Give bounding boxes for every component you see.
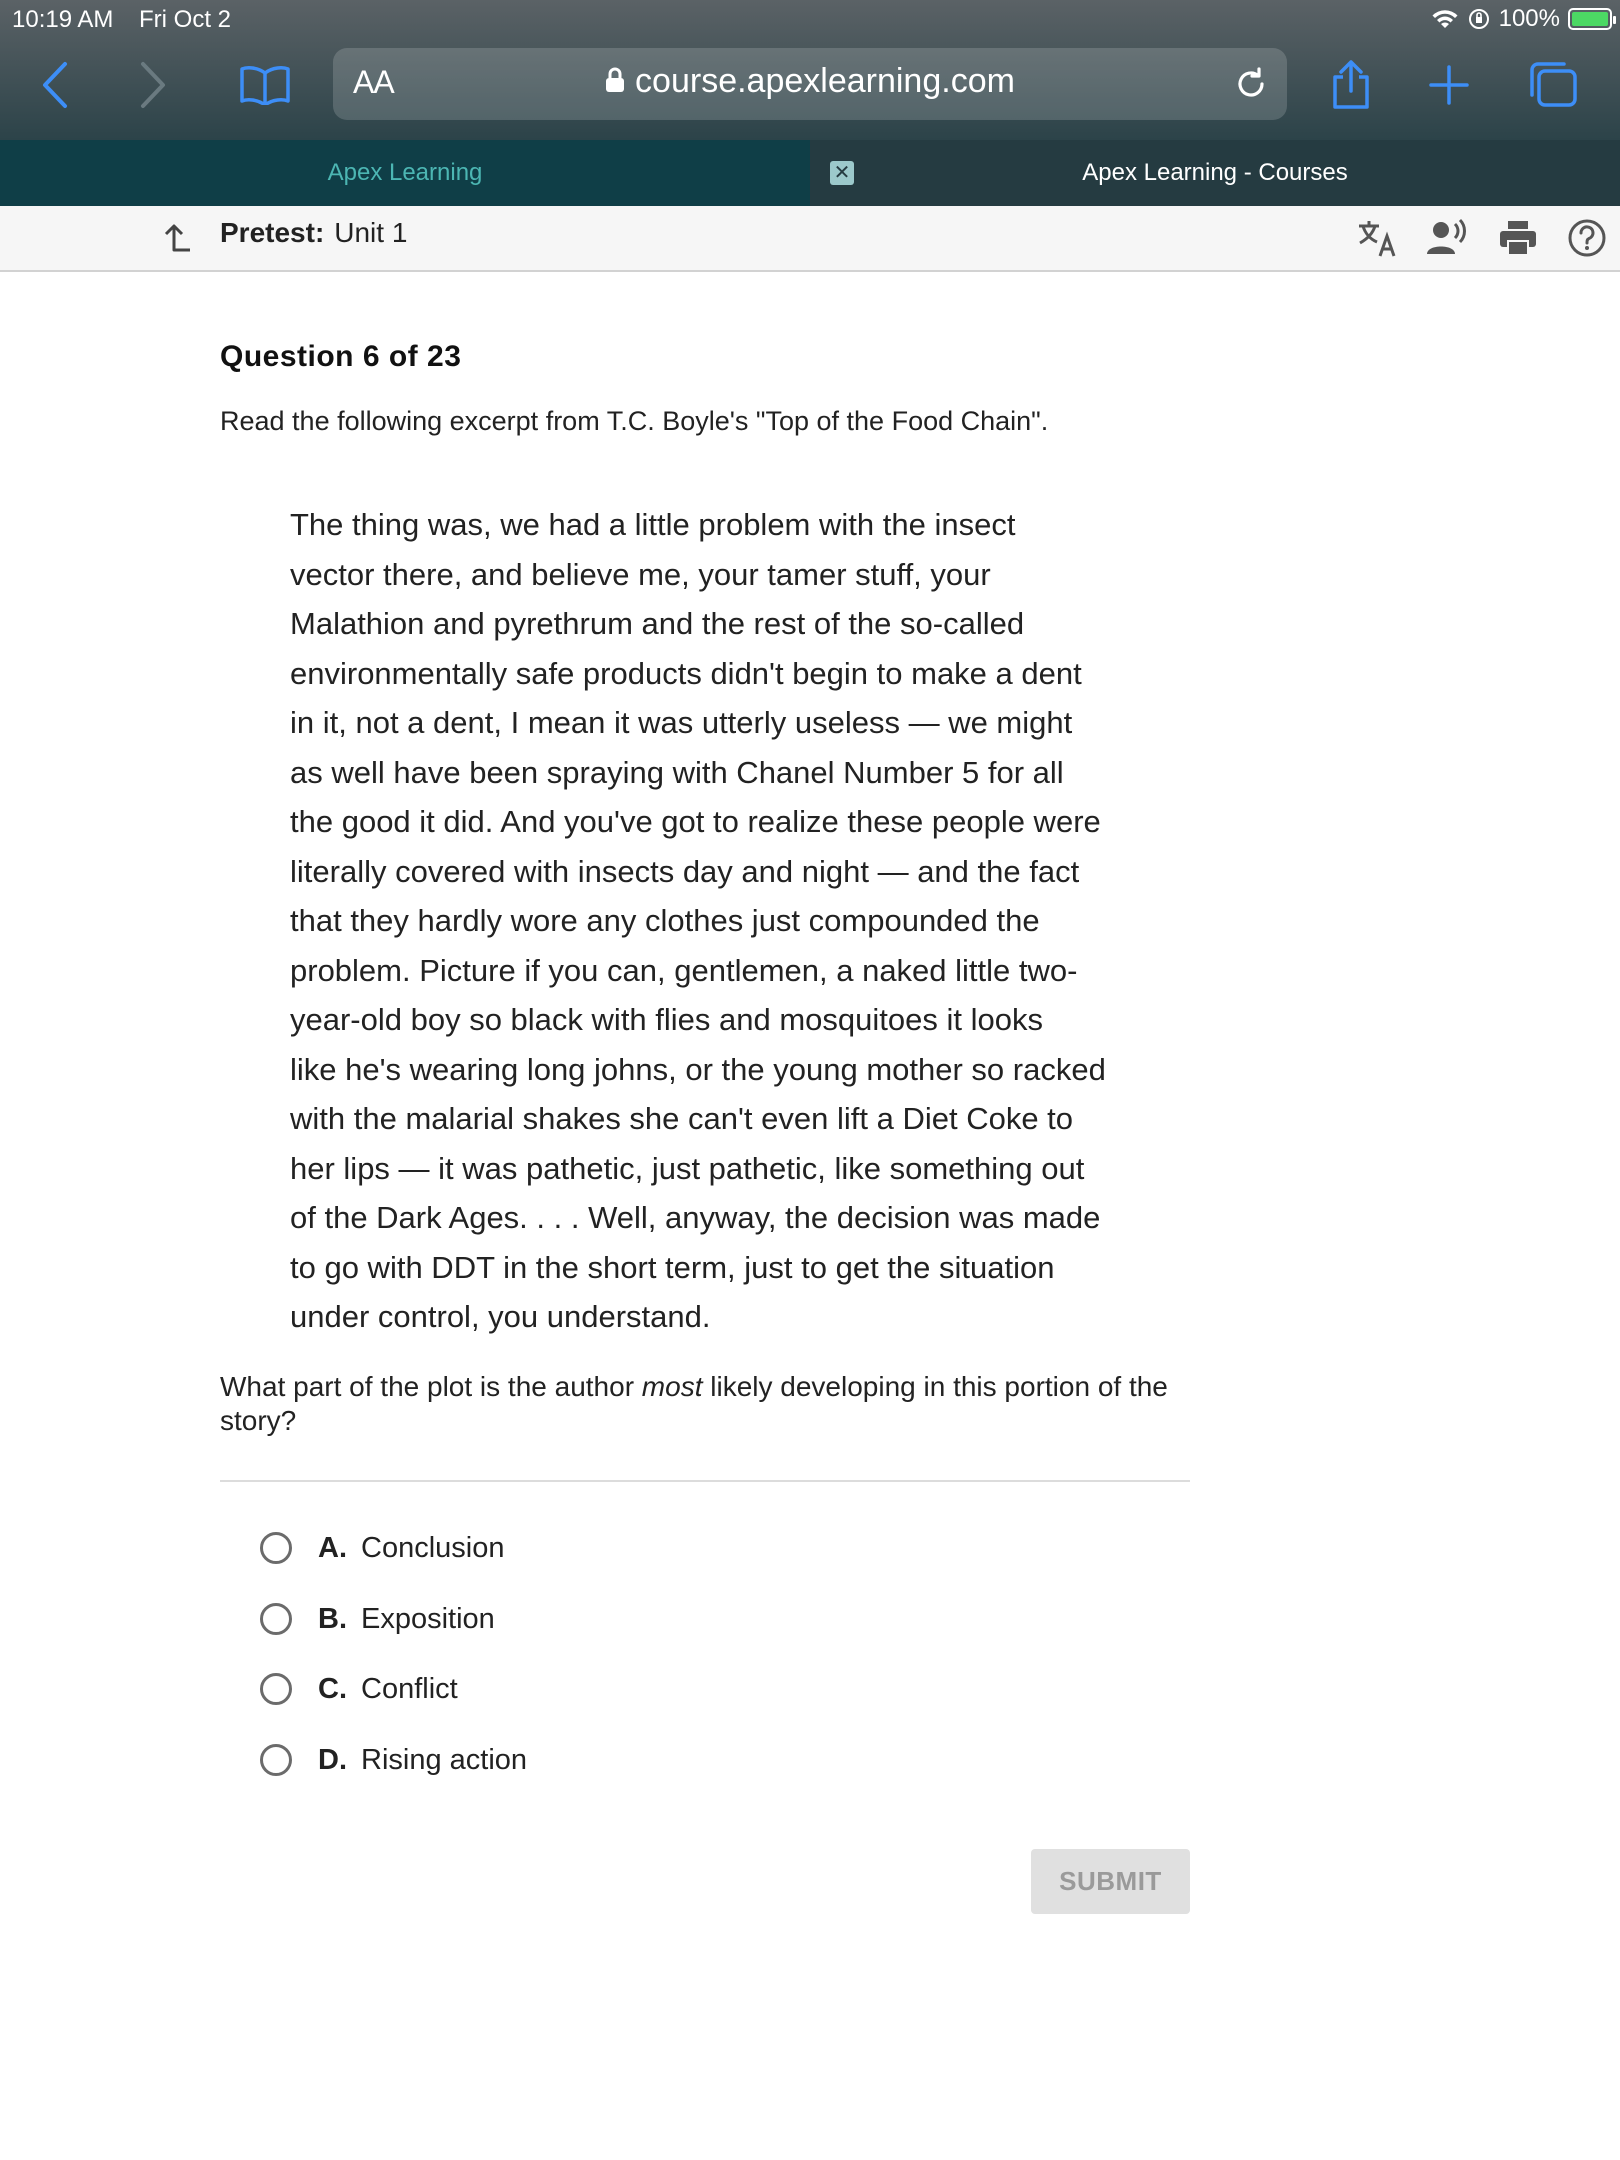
tabs-overview-button[interactable] <box>1518 50 1588 120</box>
tab-bar <box>0 140 1620 206</box>
lock-icon <box>605 67 625 93</box>
option-text: Exposition <box>361 1602 495 1635</box>
answer-option-b[interactable] <box>260 1594 495 1644</box>
radio-button[interactable] <box>260 1603 292 1635</box>
chevron-left-icon <box>37 60 73 110</box>
radio-button[interactable] <box>260 1673 292 1705</box>
new-tab-button[interactable] <box>1414 50 1484 120</box>
stem-text-start: What part of the plot is the author <box>220 1371 642 1402</box>
question-prompt: Read the following excerpt from T.C. Boyle's "Top of the Food Chain". <box>220 406 1049 436</box>
tab-title: Apex Learning - Courses <box>1082 159 1348 186</box>
address-bar[interactable] <box>333 48 1287 120</box>
option-text: Conclusion <box>361 1531 505 1564</box>
option-text: Conflict <box>361 1672 458 1705</box>
pretest-header <box>0 206 1620 272</box>
help-button[interactable] <box>1565 216 1609 260</box>
page-title <box>220 217 407 249</box>
status-date: Fri Oct 2 <box>139 6 232 33</box>
translate-button[interactable] <box>1355 216 1399 260</box>
print-icon <box>1498 219 1538 257</box>
tab-apex-learning[interactable] <box>0 140 810 206</box>
radio-button[interactable] <box>260 1532 292 1564</box>
question-number: Question 6 of 23 <box>220 340 462 373</box>
share-button[interactable] <box>1316 50 1386 120</box>
close-tab-icon[interactable]: ✕ <box>830 161 854 185</box>
tab-title: Apex Learning <box>327 159 483 186</box>
bookmarks-button[interactable] <box>230 50 300 120</box>
print-button[interactable] <box>1496 216 1540 260</box>
stem-text-end: likely developing in this portion of the story? <box>220 1371 1168 1436</box>
status-indicators <box>1431 4 1612 34</box>
forward-button[interactable] <box>118 50 188 120</box>
battery-percent: 100% <box>1498 5 1560 32</box>
option-text: Rising action <box>361 1743 528 1776</box>
stem-emphasis: most <box>641 1371 703 1402</box>
plus-icon <box>1428 64 1470 106</box>
translate-icon <box>1356 218 1398 258</box>
tabs-icon <box>1528 61 1578 109</box>
tab-apex-learning-courses[interactable] <box>810 140 1620 206</box>
answer-option-c[interactable] <box>260 1664 458 1714</box>
option-letter: A. <box>318 1531 347 1564</box>
text-to-speech-button[interactable] <box>1425 216 1469 260</box>
option-letter: D. <box>318 1743 347 1776</box>
back-button[interactable] <box>20 50 90 120</box>
help-icon <box>1567 218 1607 258</box>
submit-button[interactable]: SUBMIT <box>1031 1849 1190 1914</box>
battery-icon <box>1568 8 1612 30</box>
orientation-lock-icon <box>1467 7 1491 31</box>
divider <box>220 1480 1190 1482</box>
book-icon <box>239 65 291 105</box>
status-time: 10:19 AM <box>12 6 114 33</box>
unit-label: Unit 1 <box>334 217 408 248</box>
back-arrow-icon[interactable] <box>160 220 194 254</box>
option-letter: B. <box>318 1602 347 1635</box>
reload-icon[interactable] <box>1229 62 1273 106</box>
speaker-person-icon <box>1425 218 1469 258</box>
answer-option-d[interactable] <box>260 1735 527 1785</box>
reader-text-size-button[interactable]: AA <box>353 64 394 100</box>
pretest-label: Pretest: <box>220 217 325 248</box>
browser-chrome <box>0 0 1620 140</box>
story-excerpt: The thing was, we had a little problem with the insect vector there, and believe me, your tamer stuff, your Malathion and pyrethrum and the rest of the so-called environmentally safe products didn't begin to make a dent in it, not a dent, I mean it was utterly useless — we might as well have been spraying with Chanel Number 5 for all the good it did. And you've got to realize these people were literally covered with insects day and night — and the fact that they hardly wore any clothes just compounded the problem. Picture if you can, gentlemen, a naked little two- year-old boy so black with flies and mosquitoes it looks like he's wearing long johns, or the young mother so racked with the malarial shakes she can't even lift a Diet Coke to her lips — it was pathetic, just pathetic, like something out of the Dark Ages. . . . Well, anyway, the decision was made to go with DDT in the short term, just to get the situation under control, you understand. <box>290 507 1106 1334</box>
question-stem <box>220 1370 1200 1438</box>
share-icon <box>1329 59 1373 111</box>
answer-option-a[interactable] <box>260 1523 504 1573</box>
wifi-icon <box>1431 8 1459 30</box>
radio-button[interactable] <box>260 1744 292 1776</box>
chevron-right-icon <box>135 60 171 110</box>
url-text: course.apexlearning.com <box>635 62 1015 100</box>
url-display <box>333 62 1287 101</box>
option-letter: C. <box>318 1672 347 1705</box>
